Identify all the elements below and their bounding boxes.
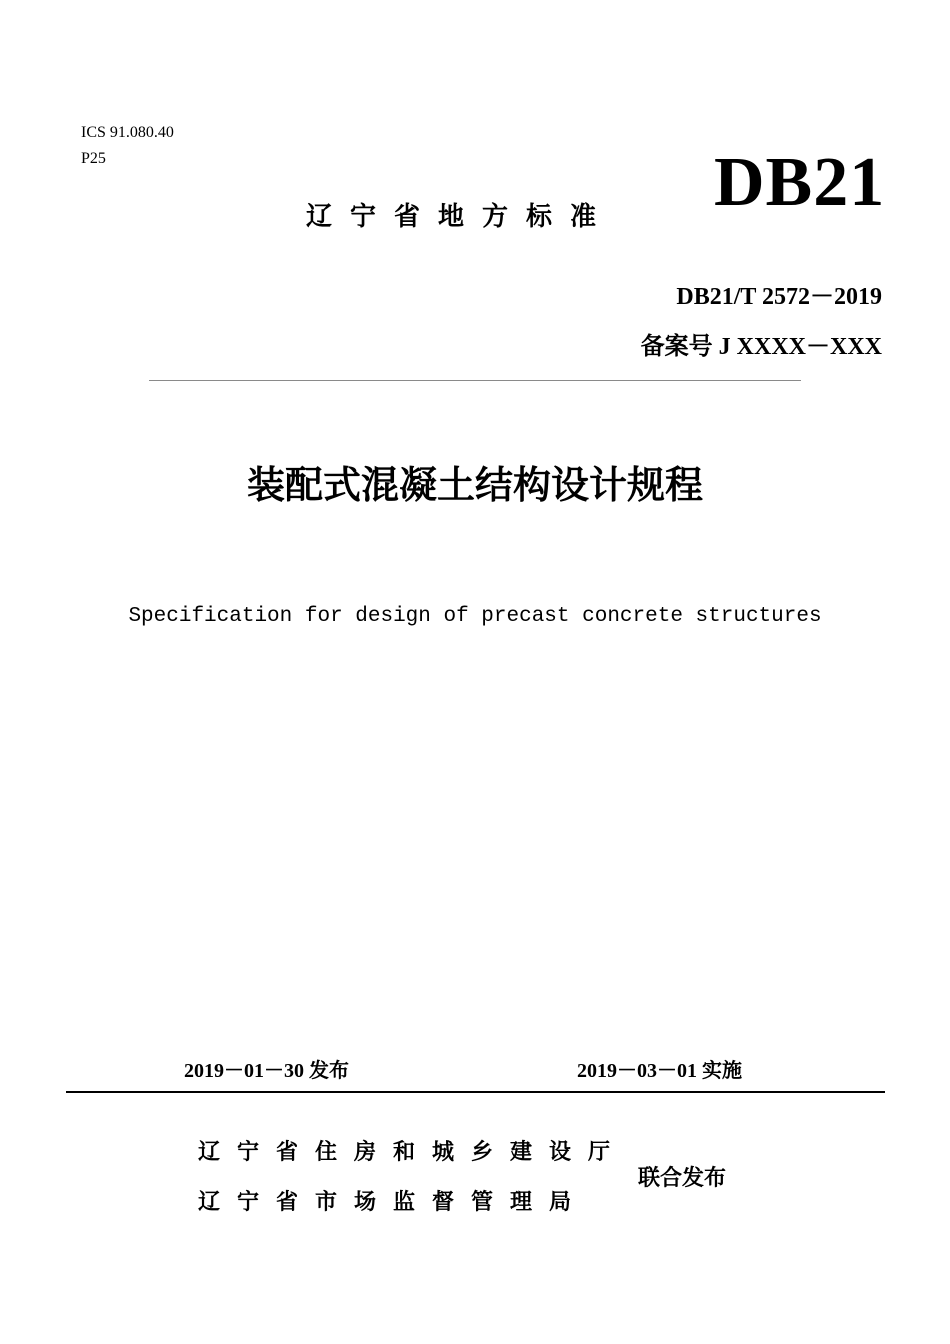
document-title-chinese: 装配式混凝土结构设计规程 [246, 463, 703, 507]
standard-number: DB21/T 2572－2019 [676, 284, 882, 310]
issuer-market-regulation-bureau: 辽宁省市场监督管理局 [198, 1190, 589, 1215]
record-number: 备案号 J XXXX－XXX [640, 334, 882, 360]
footer-divider [66, 1091, 885, 1093]
joint-issue-label: 联合发布 [638, 1166, 727, 1191]
classification-code: P25 [81, 150, 106, 167]
implementation-date: 2019－03－01 实施 [577, 1060, 742, 1082]
db21-logo: DB21 [714, 144, 886, 221]
ics-code: ICS 91.080.40 [81, 124, 174, 141]
header-divider [149, 380, 801, 381]
document-title-english: Specification for design of precast concrete structures [128, 605, 822, 628]
issuer-housing-department: 辽宁省住房和城乡建设厅 [198, 1140, 628, 1165]
issue-date: 2019－01－30 发布 [184, 1060, 349, 1082]
standard-type-heading: 辽宁省地方标准 [306, 202, 615, 232]
